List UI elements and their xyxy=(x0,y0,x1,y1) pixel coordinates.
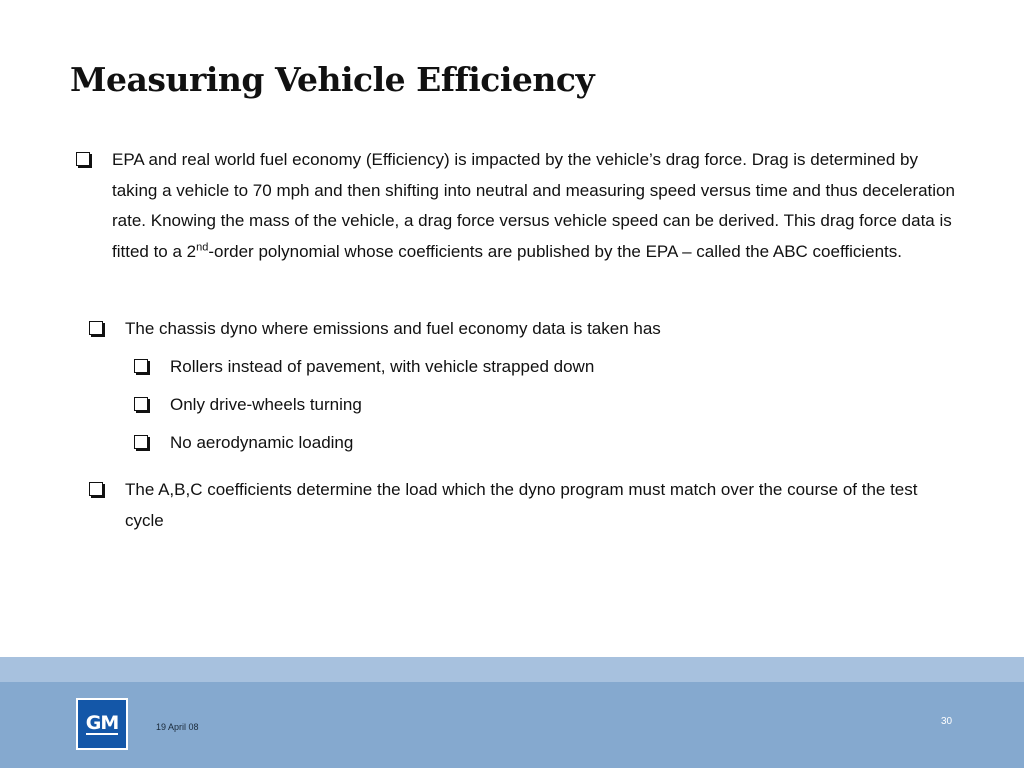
checkbox-bullet-icon xyxy=(89,482,103,496)
footer-date: 19 April 08 xyxy=(156,722,199,732)
bullet-chassis-dyno xyxy=(89,314,949,345)
footer-band xyxy=(0,682,1024,768)
sub-bullet-drive-wheels xyxy=(134,390,934,421)
sub-bullet-text: No aerodynamic loading xyxy=(170,433,354,452)
sub-bullet-rollers xyxy=(134,352,934,383)
gm-logo xyxy=(76,698,128,750)
sub-bullet-aerodynamic xyxy=(134,428,934,459)
bullet-text: EPA and real world fuel economy (Efficiency) is impacted by the vehicle’s drag force. Drag is determined by taking a vehicle to 70 mph and then shifting into neutral and measuring speed versus time and thus deceleration rate. Knowing the mass of the vehicle, a drag force versus vehicle speed can be derived. This drag force data is fitted to a 2nd-order polynomial whose coefficients are published by the EPA – called the ABC coefficients. xyxy=(112,150,955,262)
sub-bullet-text: Only drive-wheels turning xyxy=(170,395,362,414)
page-number: 30 xyxy=(941,716,953,727)
checkbox-bullet-icon xyxy=(76,152,90,166)
superscript: nd xyxy=(196,241,209,254)
bullet-epa-fuel-economy xyxy=(76,145,956,268)
checkbox-bullet-icon xyxy=(134,435,148,449)
slide-title: Measuring Vehicle Efficiency xyxy=(70,60,595,99)
footer-stripe xyxy=(0,657,1024,682)
checkbox-bullet-icon xyxy=(134,359,148,373)
bullet-abc-coefficients xyxy=(89,475,959,536)
bullet-text: The chassis dyno where emissions and fuel economy data is taken has xyxy=(125,319,661,338)
gm-logo-text: GM xyxy=(85,712,119,734)
sub-bullet-text: Rollers instead of pavement, with vehicle strapped down xyxy=(170,357,595,376)
checkbox-bullet-icon xyxy=(134,397,148,411)
checkbox-bullet-icon xyxy=(89,321,103,335)
bullet-text: The A,B,C coefficients determine the load which the dyno program must match over the course of the test cycle xyxy=(125,480,918,530)
